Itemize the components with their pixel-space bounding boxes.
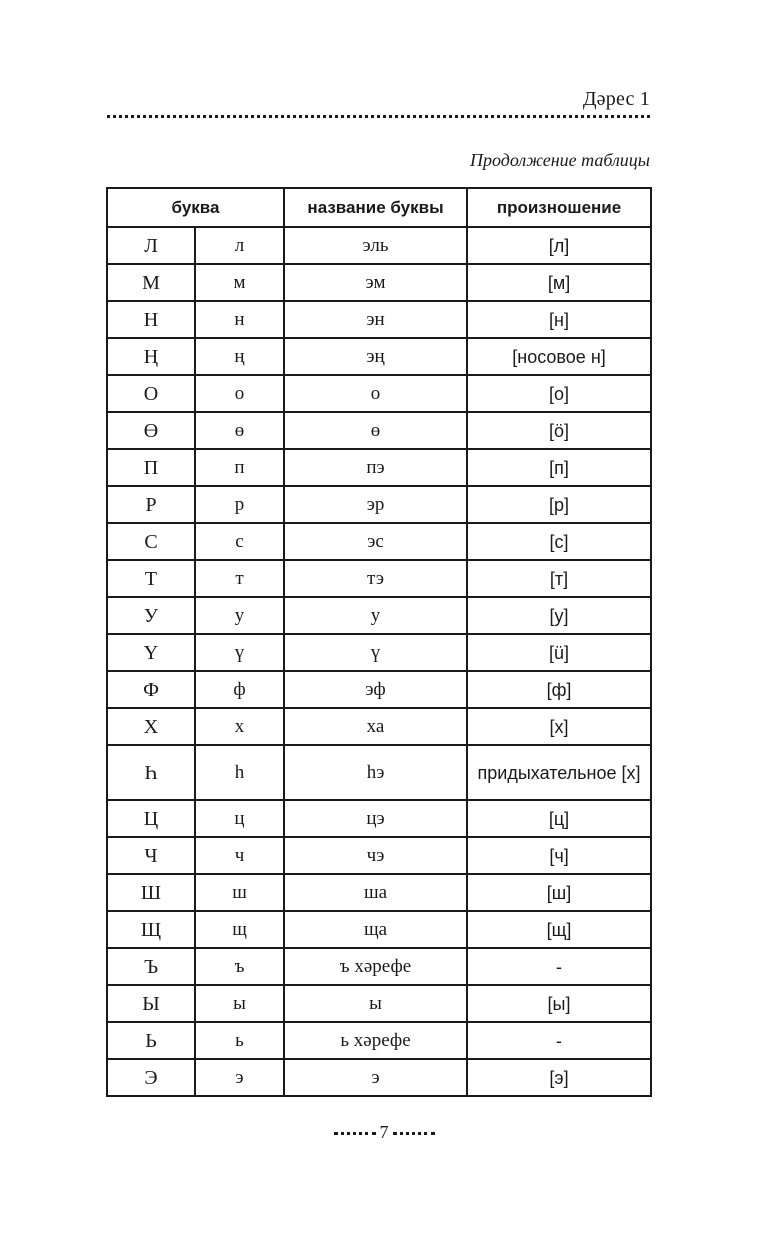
letter-name: һэ — [284, 745, 467, 800]
letter-name: эң — [284, 338, 467, 375]
pronunciation: [ы] — [467, 985, 651, 1022]
lowercase-letter: э — [195, 1059, 284, 1096]
table-row — [107, 486, 651, 523]
lowercase-letter: ц — [195, 800, 284, 837]
uppercase-letter: Һ — [107, 745, 195, 800]
lowercase-letter: у — [195, 597, 284, 634]
uppercase-letter: Н — [107, 301, 195, 338]
pronunciation: [носовое н] — [467, 338, 651, 375]
table-row — [107, 745, 651, 800]
letter-name: о — [284, 375, 467, 412]
letter-name: эн — [284, 301, 467, 338]
lowercase-letter: о — [195, 375, 284, 412]
letter-name: цэ — [284, 800, 467, 837]
uppercase-letter: Л — [107, 227, 195, 264]
table-row — [107, 227, 651, 264]
table-caption: Продолжение таблицы — [469, 150, 650, 170]
uppercase-letter: Х — [107, 708, 195, 745]
table-row — [107, 412, 651, 449]
letter-name: ща — [284, 911, 467, 948]
uppercase-letter: Ү — [107, 634, 195, 671]
lowercase-letter: х — [195, 708, 284, 745]
pronunciation: [т] — [467, 560, 651, 597]
letter-name: ша — [284, 874, 467, 911]
letter-name: ха — [284, 708, 467, 745]
letter-name: эр — [284, 486, 467, 523]
pronunciation: придыхательное [х] — [467, 745, 651, 800]
lowercase-letter: ъ — [195, 948, 284, 985]
table-row — [107, 375, 651, 412]
letter-name: ь хәрефе — [284, 1022, 467, 1059]
pronunciation: [х] — [467, 708, 651, 745]
lowercase-letter: ң — [195, 338, 284, 375]
footer-left-dots — [334, 1132, 376, 1135]
letter-name: чэ — [284, 837, 467, 874]
pronunciation: [ö] — [467, 412, 651, 449]
table-row — [107, 560, 651, 597]
uppercase-letter: Ь — [107, 1022, 195, 1059]
pronunciation: [с] — [467, 523, 651, 560]
table-row — [107, 800, 651, 837]
lowercase-letter: ү — [195, 634, 284, 671]
table-row — [107, 671, 651, 708]
pronunciation: [ф] — [467, 671, 651, 708]
pronunciation: [ш] — [467, 874, 651, 911]
table-row — [107, 338, 651, 375]
table-row — [107, 1059, 651, 1096]
uppercase-letter: Ң — [107, 338, 195, 375]
lowercase-letter: м — [195, 264, 284, 301]
lowercase-letter: н — [195, 301, 284, 338]
letter-name: эф — [284, 671, 467, 708]
table-row — [107, 911, 651, 948]
header-name: название буквы — [284, 188, 467, 227]
pronunciation: - — [467, 948, 651, 985]
lowercase-letter: р — [195, 486, 284, 523]
uppercase-letter: Т — [107, 560, 195, 597]
table-row — [107, 874, 651, 911]
pronunciation: [ч] — [467, 837, 651, 874]
letter-name: тэ — [284, 560, 467, 597]
page-number: 7 — [379, 1122, 389, 1142]
lowercase-letter: ь — [195, 1022, 284, 1059]
pronunciation: [м] — [467, 264, 651, 301]
header-pronunciation: произношение — [467, 188, 651, 227]
lowercase-letter: п — [195, 449, 284, 486]
uppercase-letter: Р — [107, 486, 195, 523]
lowercase-letter: ш — [195, 874, 284, 911]
letter-name: эс — [284, 523, 467, 560]
table-row — [107, 301, 651, 338]
lowercase-letter: л — [195, 227, 284, 264]
alphabet-table — [106, 187, 652, 1097]
pronunciation: [у] — [467, 597, 651, 634]
pronunciation: [ü] — [467, 634, 651, 671]
pronunciation: [р] — [467, 486, 651, 523]
pronunciation: - — [467, 1022, 651, 1059]
uppercase-letter: Э — [107, 1059, 195, 1096]
lowercase-letter: ө — [195, 412, 284, 449]
pronunciation: [щ] — [467, 911, 651, 948]
table-row — [107, 985, 651, 1022]
letter-name: ө — [284, 412, 467, 449]
uppercase-letter: Ф — [107, 671, 195, 708]
uppercase-letter: Ы — [107, 985, 195, 1022]
letter-name: эм — [284, 264, 467, 301]
lowercase-letter: щ — [195, 911, 284, 948]
lowercase-letter: һ — [195, 745, 284, 800]
table-row — [107, 264, 651, 301]
table-row — [107, 1022, 651, 1059]
letter-name: э — [284, 1059, 467, 1096]
table-row — [107, 449, 651, 486]
uppercase-letter: О — [107, 375, 195, 412]
lowercase-letter: ы — [195, 985, 284, 1022]
lowercase-letter: ф — [195, 671, 284, 708]
letter-name: ү — [284, 634, 467, 671]
table-header-row — [107, 188, 651, 227]
uppercase-letter: Ч — [107, 837, 195, 874]
letter-name: пэ — [284, 449, 467, 486]
pronunciation: [л] — [467, 227, 651, 264]
pronunciation: [э] — [467, 1059, 651, 1096]
uppercase-letter: Ө — [107, 412, 195, 449]
table-row — [107, 837, 651, 874]
letter-name: эль — [284, 227, 467, 264]
pronunciation: [о] — [467, 375, 651, 412]
uppercase-letter: Щ — [107, 911, 195, 948]
footer-right-dots — [393, 1132, 435, 1135]
table-row — [107, 708, 651, 745]
lowercase-letter: с — [195, 523, 284, 560]
uppercase-letter: П — [107, 449, 195, 486]
uppercase-letter: М — [107, 264, 195, 301]
uppercase-letter: Ш — [107, 874, 195, 911]
lowercase-letter: ч — [195, 837, 284, 874]
pronunciation: [п] — [467, 449, 651, 486]
letter-name: ъ хәрефе — [284, 948, 467, 985]
table-row — [107, 523, 651, 560]
table-row — [107, 948, 651, 985]
table-row — [107, 634, 651, 671]
uppercase-letter: Ц — [107, 800, 195, 837]
letter-name: у — [284, 597, 467, 634]
header-dotted-rule — [107, 115, 650, 118]
lowercase-letter: т — [195, 560, 284, 597]
table-row — [107, 597, 651, 634]
pronunciation: [ц] — [467, 800, 651, 837]
pronunciation: [н] — [467, 301, 651, 338]
uppercase-letter: У — [107, 597, 195, 634]
page-footer — [0, 1122, 768, 1143]
header-letter: буква — [107, 188, 284, 227]
running-title: Дәрес 1 — [582, 88, 650, 110]
uppercase-letter: С — [107, 523, 195, 560]
uppercase-letter: Ъ — [107, 948, 195, 985]
letter-name: ы — [284, 985, 467, 1022]
